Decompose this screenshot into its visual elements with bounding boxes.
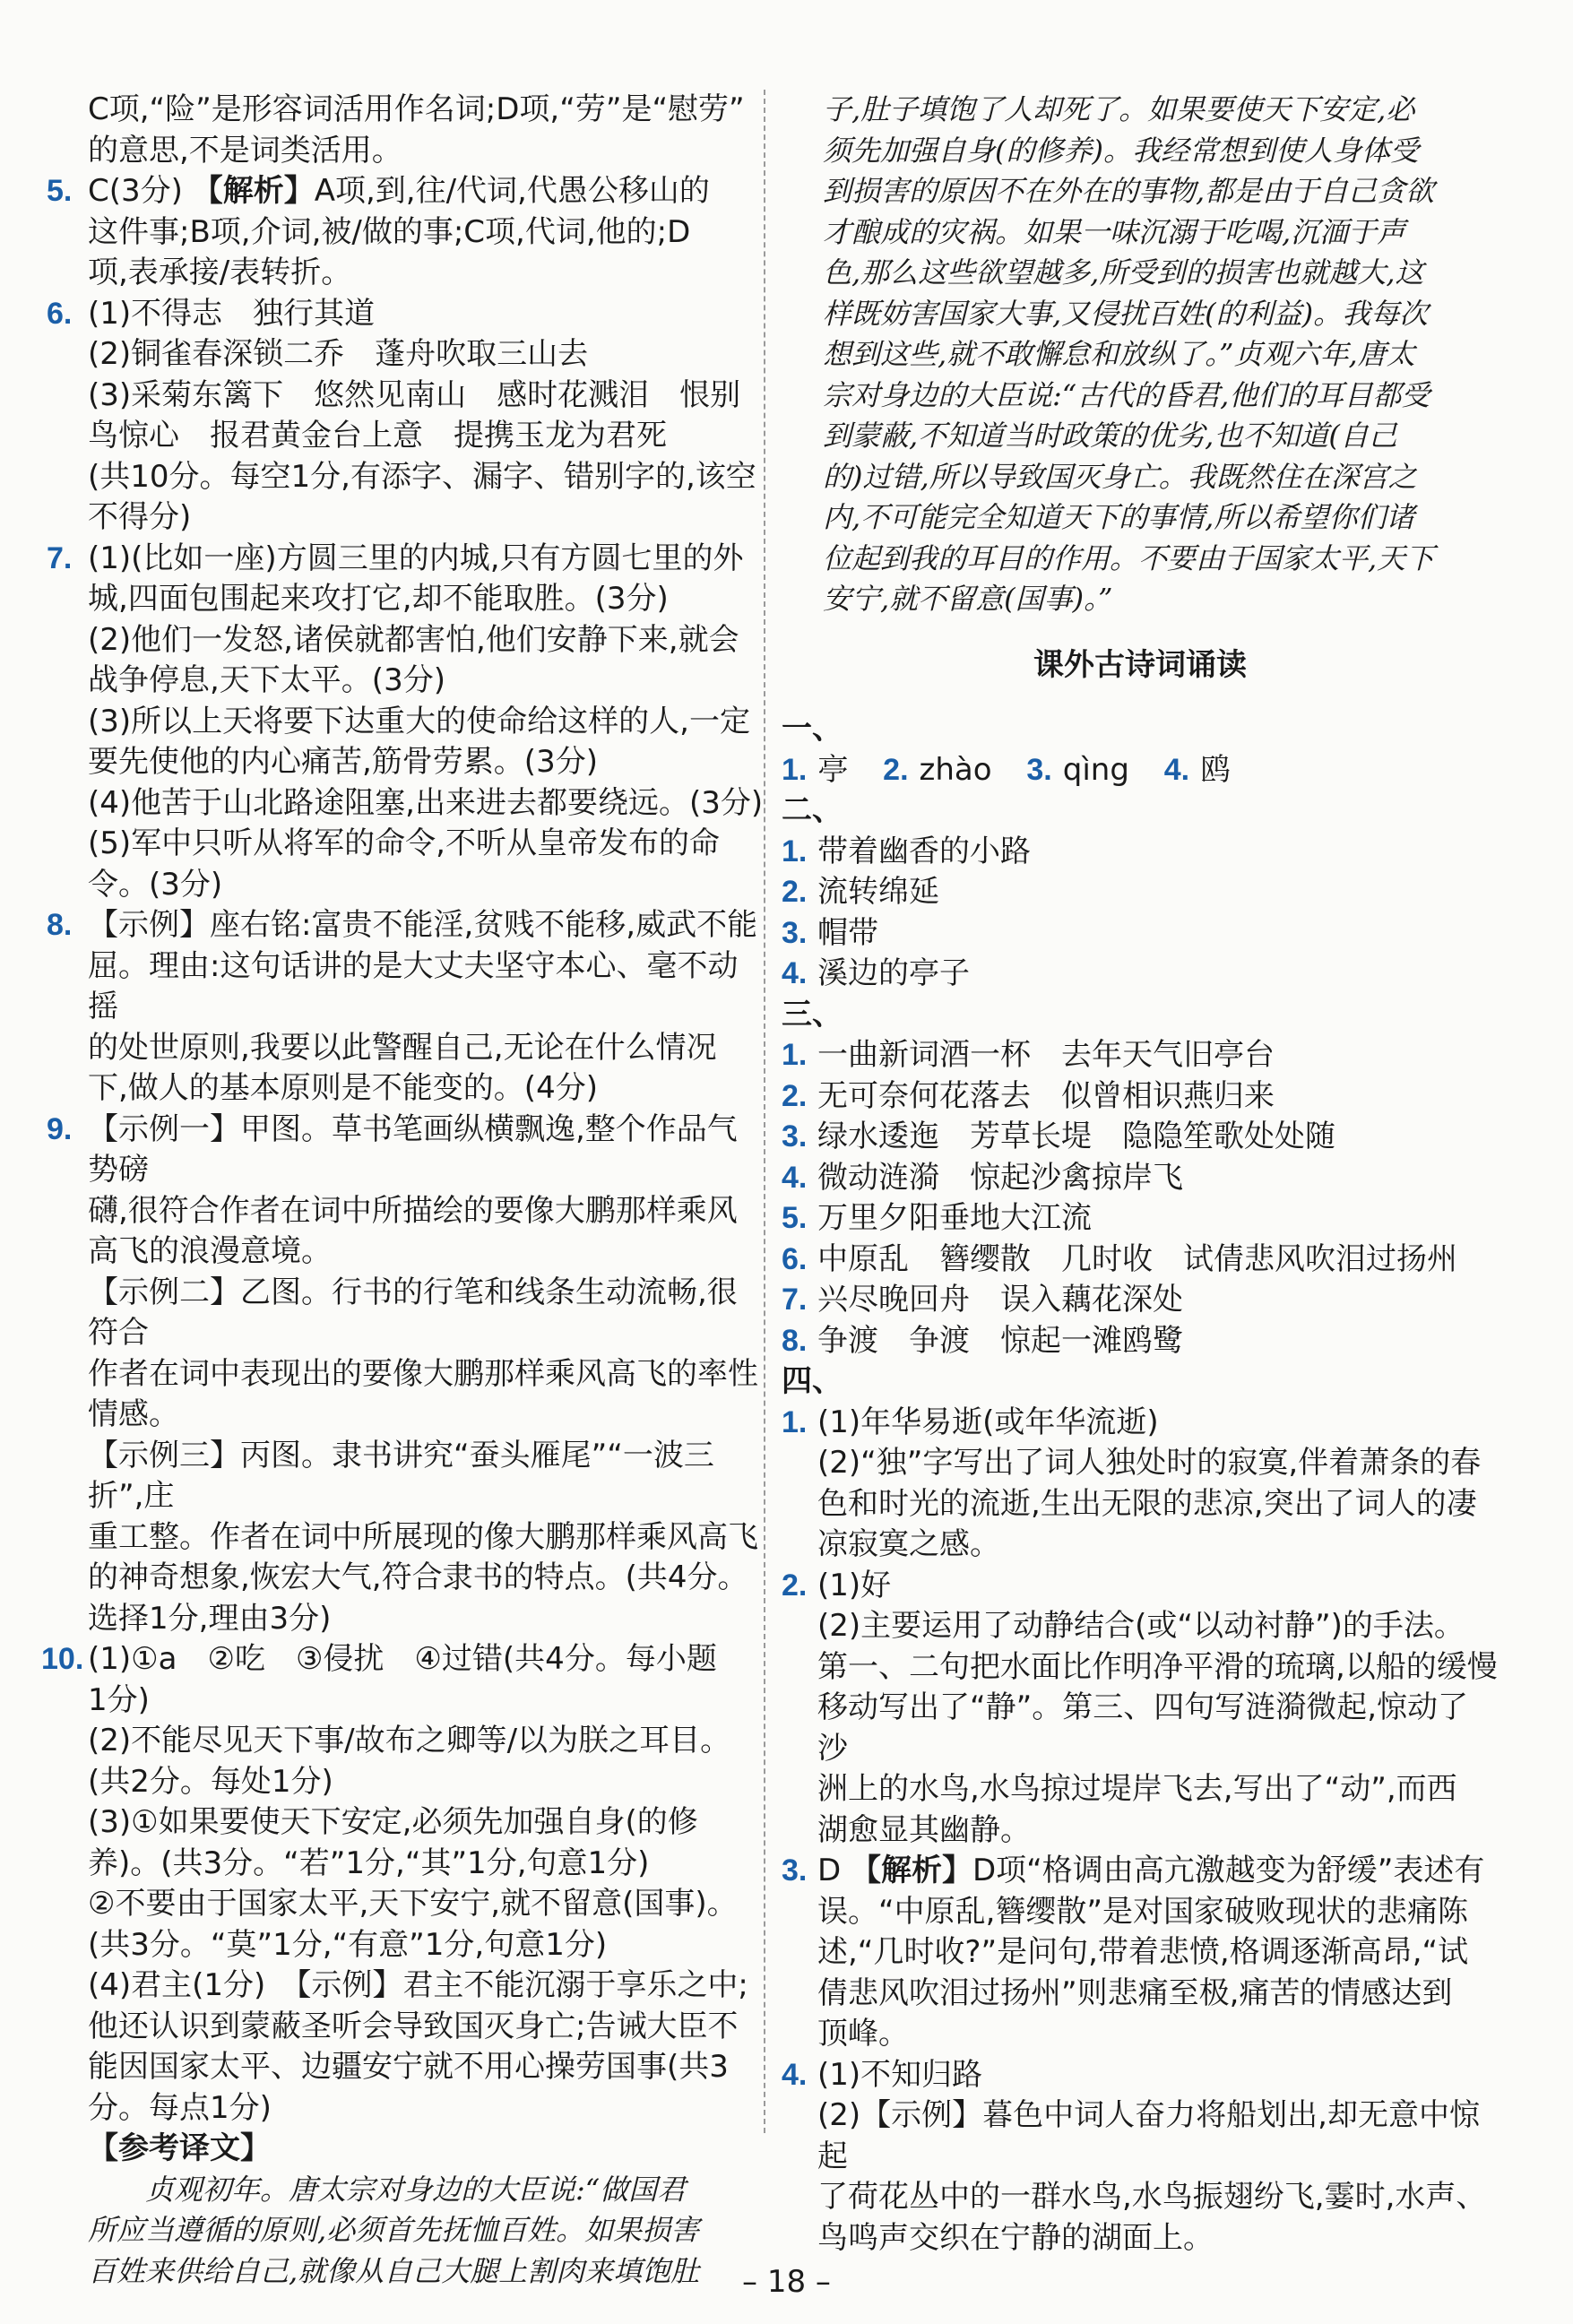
list-item — [782, 1240, 1499, 1281]
question-number: 8. — [47, 908, 73, 942]
item-number: 4. — [782, 2057, 808, 2092]
translation-line: 宗对身边的大臣说:“古代的昏君,他们的耳目都受 — [823, 377, 1430, 412]
question-number: 6. — [47, 296, 73, 331]
item-number: 4. — [1163, 752, 1190, 787]
answer-text: 微动涟漪 惊起沙禽掠岸飞 — [817, 1159, 1183, 1196]
text-line: 这件事;B项,介词,被/做的事;C项,代词,他的;D — [88, 213, 691, 250]
part-one-answers — [782, 750, 1499, 791]
item-number: 1. — [782, 834, 808, 868]
text-line: 养)。(共3分。“若”1分,“其”1分,句意1分) — [88, 1845, 650, 1881]
text-line: (共3分。“莫”1分,“有意”1分,句意1分) — [88, 1926, 608, 1963]
item-number: 1. — [782, 752, 808, 787]
translation-line: 想到这些,就不敢懈怠和放纵了。”贞观六年,唐太 — [823, 337, 1415, 371]
answer-text: 流转绵延 — [817, 874, 939, 910]
part-heading: 二、 — [782, 792, 843, 828]
answer-text: 亭 — [817, 751, 849, 788]
list-item — [782, 1321, 1499, 1362]
text-line: 高飞的浪漫意境。 — [88, 1233, 332, 1269]
answer-10 — [41, 1639, 764, 2129]
translation-line: 须先加强自身(的修养)。我经常想到使人身体受 — [823, 133, 1419, 168]
text-line: (1)不知归路 — [817, 2056, 983, 2093]
item-number: 3. — [1026, 752, 1052, 787]
text-line: 【示例三】丙图。隶书讲究“蚕头雁尾”“一波三折”,庄 — [88, 1437, 714, 1514]
text-line: (1)年华易逝(或年华流逝) — [817, 1404, 1159, 1440]
text-line: 情感。 — [88, 1396, 179, 1432]
answer-choice: C(3分) — [88, 173, 183, 209]
translation-line: 样既妨害国家大事,又侵扰百姓(的利益)。我每次 — [823, 296, 1429, 331]
translation-line: 百姓来供给自己,就像从自己大腿上割肉来填饱肚 — [88, 2253, 700, 2288]
text-line: (4)他苦于山北路途阻塞,出来进去都要绕远。(3分) — [88, 784, 764, 821]
item-number: 2. — [782, 1568, 808, 1603]
analysis-tag: 【解析】 — [851, 1853, 972, 1888]
poem-answer-4 — [782, 2055, 1499, 2259]
translation-line: 内,不可能完全知道天下的事情,所以希望你们诸 — [823, 500, 1415, 534]
text-line: (3)所以上天将要下达重大的使命给这样的人,一定 — [88, 703, 750, 739]
text-line: 顶峰。 — [817, 2016, 909, 2052]
text-line: (2)“独”字写出了词人独处时的寂寞,伴着萧条的春 — [817, 1445, 1482, 1481]
text-line: 述,“几时收?”是问句,带着悲愤,格调逐渐高昂,“试 — [817, 1934, 1469, 1970]
list-item — [782, 954, 1499, 995]
text-line: 作者在词中表现出的要像大鹏那样乘风高飞的率性 — [88, 1355, 758, 1392]
text-line: 【示例】座右铭:富贵不能淫,贫贱不能移,威武不能 — [88, 907, 758, 943]
item-number: 3. — [782, 1853, 808, 1888]
text-line: 鸟鸣声交织在宁静的湖面上。 — [817, 2219, 1214, 2256]
list-item — [782, 1117, 1499, 1158]
text-line: (2)不能尽见天下事/故布之卿等/以为朕之耳目。 — [88, 1723, 731, 1758]
answer-text: 争渡 争渡 惊起一滩鸥鹭 — [817, 1322, 1183, 1359]
right-column — [782, 90, 1499, 2259]
item-number: 8. — [782, 1323, 808, 1358]
text-line: (3)采菊东篱下 悠然见南山 感时花溅泪 恨别 — [88, 376, 741, 413]
answer-text: qìng — [1062, 751, 1129, 788]
text-line: 他还认识到蒙蔽圣听会导致国灭身亡;告诫大臣不 — [88, 2008, 739, 2044]
text-line: (2)【示例】暮色中词人奋力将船划出,却无意中惊起 — [817, 2097, 1480, 2174]
text-line: 第一、二句把水面比作明净平滑的琉璃,以船的缓慢 — [817, 1648, 1498, 1685]
text-line: 倩悲风吹泪过扬州”则悲痛至极,痛苦的情感达到 — [817, 1974, 1453, 2011]
list-item — [782, 1280, 1499, 1321]
item-number: 3. — [782, 915, 808, 950]
text-line: 项,表承接/表转折。 — [88, 255, 352, 290]
reference-translation-title: 【参考译文】 — [88, 2130, 271, 2166]
text-line: A项,到,往/代词,代愚公移山的 — [314, 173, 710, 209]
item-number: 3. — [782, 1119, 808, 1153]
text-line: 鸟惊心 报君黄金台上意 提携玉龙为君死 — [88, 418, 667, 454]
list-item — [782, 913, 1499, 955]
answer-text: 鸥 — [1200, 751, 1232, 788]
answer-choice: D — [817, 1853, 842, 1888]
answer-text: 溪边的亭子 — [817, 955, 970, 991]
list-item — [782, 832, 1499, 873]
text-line: 【示例一】甲图。草书笔画纵横飘逸,整个作品气势磅 — [88, 1110, 738, 1188]
part-heading: 三、 — [782, 996, 843, 1032]
list-item — [782, 1158, 1499, 1199]
text-line: 1分) — [88, 1681, 150, 1718]
translation-line: 安宁,就不留意(国事)。” — [823, 582, 1113, 616]
text-line: 误。“中原乱,簪缨散”是对国家破败现状的悲痛陈 — [817, 1893, 1469, 1930]
poem-answer-1 — [782, 1403, 1499, 1566]
text-line: ②不要由于国家太平,天下安宁,就不留意(国事)。 — [88, 1886, 738, 1922]
text-line: 【示例二】乙图。行书的行笔和线条生动流畅,很符合 — [88, 1274, 738, 1351]
text-line: (2)主要运用了动静结合(或“以动衬静”)的手法。 — [817, 1608, 1465, 1644]
text-line: 的神奇想象,恢宏大气,符合隶书的特点。(共4分。 — [88, 1559, 748, 1595]
text-line: (1)①a ②吃 ③侵扰 ④过错(共4分。每小题 — [88, 1641, 717, 1677]
page-number: – 18 – — [742, 2264, 831, 2300]
item-number: 1. — [782, 1404, 808, 1439]
item-number: 2. — [883, 752, 909, 787]
text-line: 湖愈显其幽静。 — [817, 1811, 1031, 1848]
text-line: 洲上的水鸟,水鸟掠过堤岸飞去,写出了“动”,而西 — [817, 1771, 1457, 1807]
answer-text: 中原乱 簪缨散 几时收 试倩悲风吹泪过扬州 — [817, 1240, 1457, 1277]
answer-text: 兴尽晚回舟 误入藕花深处 — [817, 1282, 1183, 1318]
item-number: 2. — [782, 1078, 808, 1113]
text-line: 礴,很符合作者在词中所描绘的要像大鹏那样乘风 — [88, 1192, 738, 1229]
translation-line: 才酿成的灾祸。如果一味沉溺于吃喝,沉湎于声 — [823, 214, 1406, 249]
column-divider — [764, 90, 765, 2133]
text-line: 令。(3分) — [88, 866, 223, 903]
translation-line: 到蒙蔽,不知道当时政策的优劣,也不知道(自己 — [823, 419, 1397, 453]
item-number: 6. — [782, 1241, 808, 1276]
answer-9 — [47, 1110, 764, 1640]
answer-text: 一曲新词酒一杯 去年天气旧亭台 — [817, 1037, 1275, 1073]
poem-answer-3 — [782, 1851, 1499, 2055]
text-line: 移动写出了“静”。第三、四句写涟漪微起,惊动了沙 — [817, 1689, 1469, 1767]
answer-text: 帽带 — [817, 914, 878, 951]
item-number: 4. — [782, 956, 808, 990]
answer-text: 带着幽香的小路 — [817, 833, 1031, 869]
item-number: 1. — [782, 1038, 808, 1072]
answer-text: 万里夕阳垂地大江流 — [817, 1200, 1092, 1236]
answer-text: 绿水逶迤 芳草长堤 隐隐笙歌处处随 — [817, 1119, 1335, 1154]
answer-6 — [47, 294, 764, 539]
item-number: 5. — [782, 1201, 808, 1235]
list-item — [782, 1198, 1499, 1240]
question-number: 5. — [47, 174, 73, 208]
text-line: (4)君主(1分) 【示例】君主不能沉溺于享乐之中; — [88, 1967, 748, 2003]
answer-8 — [47, 905, 764, 1110]
text-line: (1)(比如一座)方圆三里的内城,只有方圆七里的外 — [88, 540, 744, 576]
text-line: 能因国家太平、边疆安宁就不用心操劳国事(共3 — [88, 2049, 729, 2085]
text-line: 屈。理由:这句话讲的是大丈夫坚守本心、毫不动摇 — [88, 947, 739, 1024]
section-title: 课外古诗词诵读 — [1033, 646, 1247, 683]
poem-answer-2 — [782, 1566, 1499, 1852]
text-line: (1)不得志 独行其道 — [88, 295, 376, 332]
question-number: 7. — [47, 540, 73, 575]
text-line: (2)他们一发怒,诸侯就都害怕,他们安静下来,就会 — [88, 621, 739, 658]
item-number: 7. — [782, 1283, 808, 1317]
text-line: 色和时光的流逝,生出无限的悲凉,突出了词人的凄 — [817, 1485, 1477, 1522]
translation-line: 位起到我的耳目的作用。不要由于国家太平,天下 — [823, 540, 1435, 575]
answer-text: 无可奈何花落去 似曾相识燕归来 — [817, 1077, 1275, 1114]
part-heading: 一、 — [782, 711, 843, 747]
question-number: 9. — [47, 1111, 73, 1146]
text-line: 的处世原则,我要以此警醒自己,无论在什么情况 — [88, 1029, 717, 1066]
list-item — [782, 1076, 1499, 1118]
translation-line: 到损害的原因不在外在的事物,都是由于自己贪欲 — [823, 174, 1435, 208]
text-line: 选择1分,理由3分) — [88, 1600, 332, 1637]
translation-line: 的)过错,所以导致国灭身亡。我既然住在深宫之 — [823, 459, 1417, 494]
item-number: 2. — [782, 875, 808, 909]
question-number: 10. — [41, 1642, 84, 1676]
translation-line: 子,肚子填饱了人却死了。如果要使天下安定,必 — [823, 92, 1415, 126]
part-heading: 四、 — [782, 1363, 843, 1399]
analysis-tag: 【解析】 — [192, 173, 315, 209]
list-item — [782, 1035, 1499, 1076]
text-line: C项,“险”是形容词活用作名词;D项,“劳”是“慰劳” — [88, 91, 745, 127]
text-line: (共10分。每空1分,有添字、漏字、错别字的,该空 — [88, 458, 756, 495]
answer-text: zhào — [919, 751, 992, 788]
answer-5 — [47, 171, 764, 294]
text-line: (3)①如果要使天下安定,必须先加强自身(的修 — [88, 1804, 698, 1840]
text-line: 不得分) — [88, 499, 192, 535]
text-line: 了荷花丛中的一群水鸟,水鸟振翅纷飞,霎时,水声、 — [817, 2179, 1487, 2215]
list-item — [782, 872, 1499, 913]
text-line: D项“格调由高亢激越变为舒缓”表述有 — [972, 1853, 1485, 1888]
translation-line: 色,那么这些欲望越多,所受到的损害也就越大,这 — [823, 255, 1424, 289]
text-line: (5)军中只听从将军的命令,不听从皇帝发布的命 — [88, 825, 720, 861]
text-line: 战争停息,天下太平。(3分) — [88, 662, 445, 698]
text-line: 要先使他的内心痛苦,筋骨劳累。(3分) — [88, 744, 598, 780]
answer-7 — [47, 539, 764, 906]
text-line: 凉寂寞之感。 — [817, 1526, 1000, 1562]
text-line: (共2分。每处1分) — [88, 1763, 333, 1800]
text-line: 分。每点1分) — [88, 2089, 272, 2126]
item-number: 4. — [782, 1160, 808, 1195]
text-line: (1)好 — [817, 1567, 892, 1603]
left-column — [41, 90, 764, 2292]
text-line: 城,四面包围起来攻打它,却不能取胜。(3分) — [88, 581, 669, 617]
text-line: 的意思,不是词类活用。 — [88, 132, 402, 168]
translation-continued — [782, 90, 1499, 620]
translation-line: 贞观初年。唐太宗对身边的大臣说:“做国君 — [145, 2172, 687, 2207]
text-line: 下,做人的基本原则是不能变的。(4分) — [88, 1070, 598, 1106]
text-line: (2)铜雀春深锁二乔 蓬舟吹取三山去 — [88, 336, 589, 372]
text-line: 重工整。作者在词中所展现的像大鹏那样乘风高飞 — [88, 1518, 758, 1555]
translation-line: 所应当遵循的原则,必须首先抚恤百姓。如果损害 — [88, 2213, 700, 2247]
